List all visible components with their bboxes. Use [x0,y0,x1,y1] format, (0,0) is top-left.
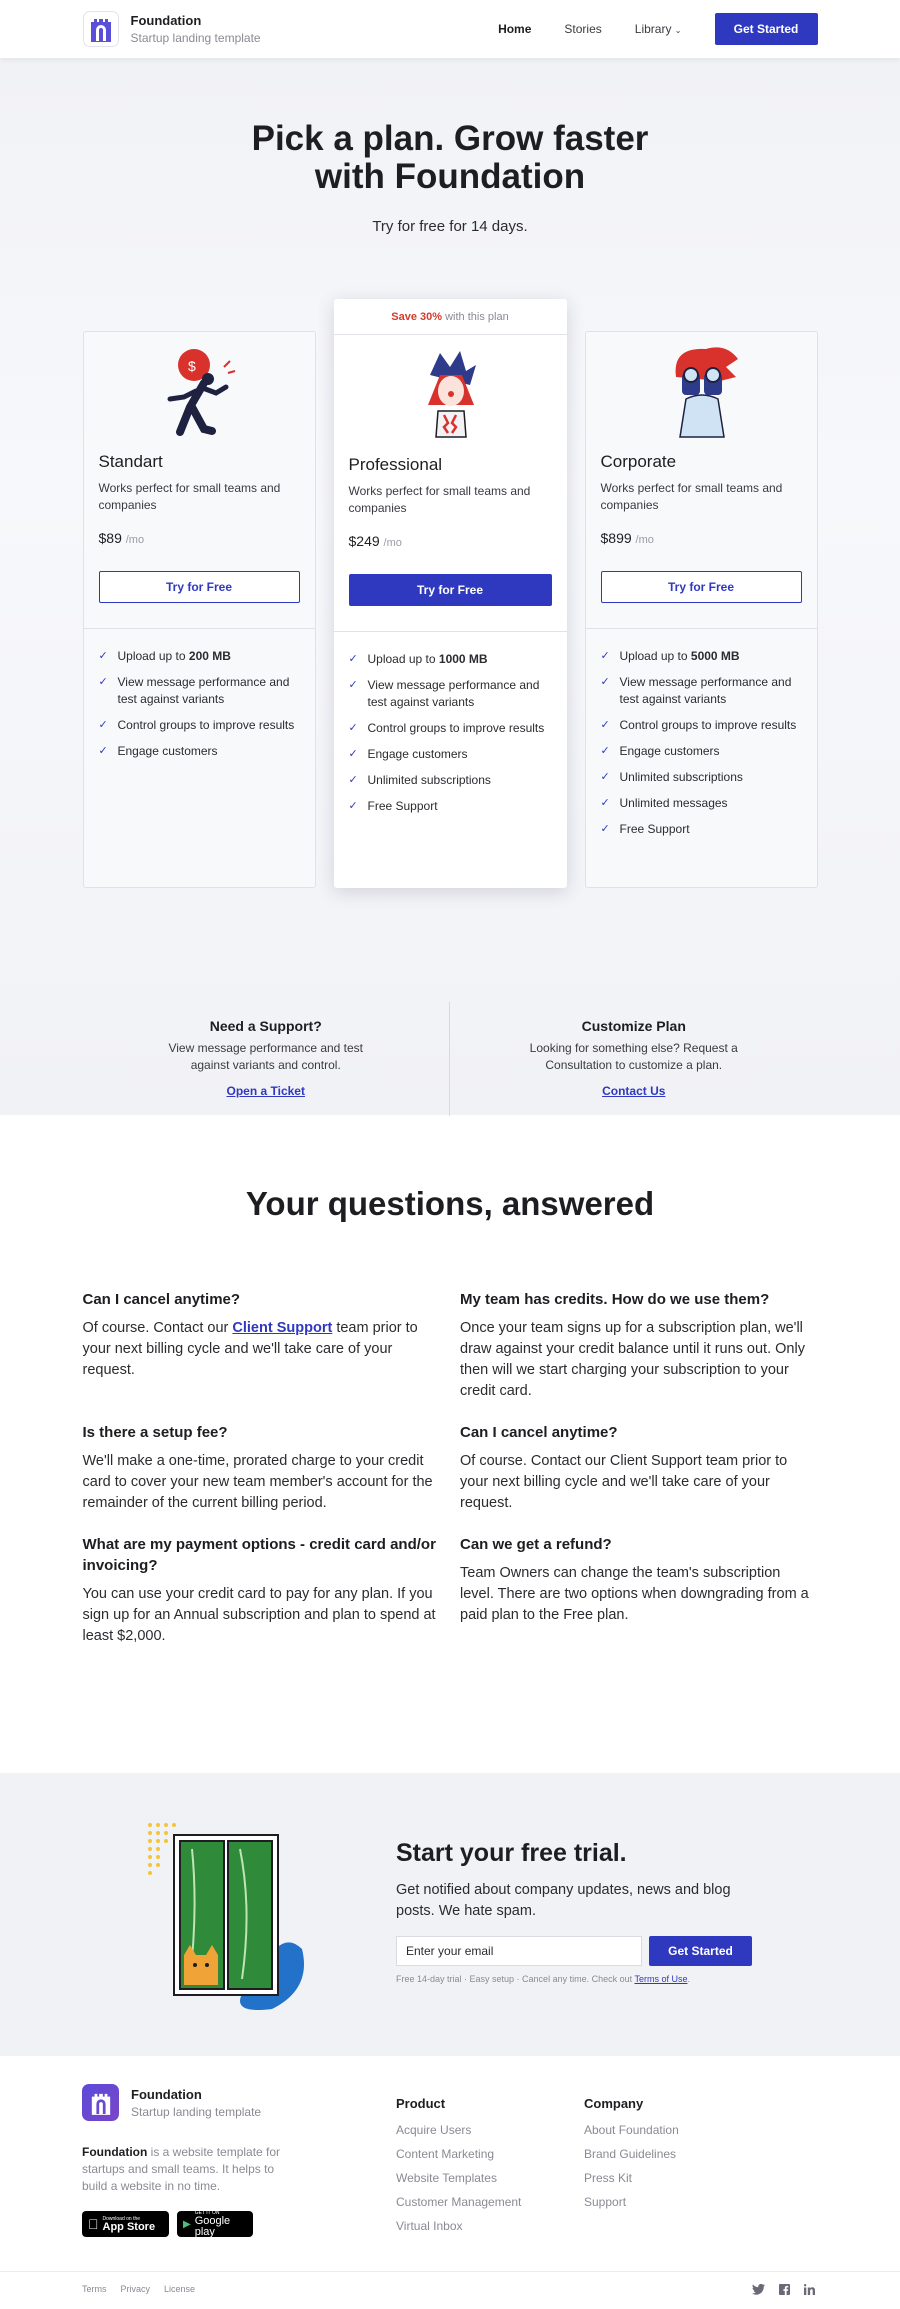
price-period: /mo [125,534,145,546]
try-free-button[interactable]: Try for Free [99,571,300,603]
save-text: with this plan [442,311,509,323]
site-footer [0,2056,900,2309]
customize-text: Looking for something else? Request a Consultation to customize a plan. [529,1041,738,1072]
plan-description: Works perfect for small teams and companies [98,481,281,512]
feature-item [601,743,802,760]
footer-divider [0,2271,900,2272]
footer-link[interactable]: Brand Guidelines [584,2147,677,2161]
faq-answer: Team Owners can change the team's subscription level. There are two options when downgrading from a paid plan to the Free plan. [460,1565,809,1623]
feature-text: Upload up to 5000 MB [619,649,740,663]
binoculars-illustration [601,332,802,452]
feature-text: Free Support [367,799,438,813]
feature-item [349,746,552,763]
open-ticket-link[interactable]: Open a Ticket [226,1084,305,1098]
fine-text-end: . [687,1974,690,1984]
customize-title: Customize Plan [581,1018,686,1034]
gplay-small: GET IT ON [194,2210,220,2216]
feature-text: View message performance and test against variants [117,675,290,706]
try-free-button[interactable]: Try for Free [601,571,802,603]
price-value: $249 [348,533,380,549]
fine-text: Free 14-day trial · Easy setup · Cancel any time. Check out [396,1974,635,1984]
try-free-button[interactable]: Try for Free [349,574,552,606]
feature-item [349,651,552,668]
feature-text: Unlimited subscriptions [367,773,491,787]
check-icon: ✓ [348,653,358,665]
trial-get-started-button[interactable]: Get Started [649,1936,752,1966]
check-icon: ✓ [98,719,108,731]
faq-question: Is there a setup fee? [82,1424,228,1441]
feature-text: View message performance and test against variants [619,675,792,706]
terms-footer-link[interactable]: Terms [82,2284,107,2294]
footer-brand-name: Foundation [131,2086,202,2102]
footer-desc-bold: Foundation [82,2145,148,2159]
terms-link[interactable]: Terms of Use [634,1974,688,1984]
trial-text: Get notified about company updates, news and blog posts. We hate spam. [396,1882,731,1919]
footer-col-title: Product [396,2096,446,2111]
logo-icon[interactable] [83,11,119,47]
feature-text: Control groups to improve results [367,721,545,735]
support-ticket [83,1002,451,1116]
site-header [0,0,900,58]
customize-plan [450,1002,818,1116]
plans [83,299,818,899]
footer-desc-text: is a website template for startups and small teams. It helps to build a website in no time. [82,2145,281,2193]
faq-answer: We'll make a one-time, prorated charge to your credit card to cover your new team member's account for the remainder of the current billing period. [82,1453,433,1511]
support-text: View message performance and test against variants and control. [168,1041,364,1072]
plan-card-standart [83,331,316,888]
faq-item [83,1534,441,1647]
app-store-badges [82,2211,253,2237]
logo-icon [82,2084,119,2121]
price-value: $89 [98,530,122,546]
faq-answer: Of course. Contact our Client Support team prior to your next billing cycle and we'll take care of your request. [460,1453,788,1511]
feature-item [601,821,802,838]
feature-item [349,720,552,737]
support-block [0,1002,900,1116]
signup-form [396,1936,752,1966]
footer-link[interactable]: Website Templates [396,2171,497,2185]
feature-text: Engage customers [619,744,720,758]
plan-name: Corporate [600,452,677,471]
nav-library-label: Library [634,22,672,36]
feature-item [601,769,802,786]
feature-text: Engage customers [117,744,218,758]
nav-stories[interactable]: Stories [564,22,602,36]
license-link[interactable]: License [164,2284,196,2294]
page-title [220,120,680,196]
faq-item [460,1422,818,1514]
trial-section [0,1773,900,2056]
price-period: /mo [383,537,402,549]
privacy-link[interactable]: Privacy [120,2284,151,2294]
save-percent: Save 30% [391,311,443,323]
feature-item [99,648,300,665]
faq-item [83,1422,441,1514]
check-icon: ✓ [600,676,610,688]
footer-link[interactable]: Virtual Inbox [396,2219,463,2233]
gplay-big: Google play [194,2215,231,2238]
twitter-icon[interactable] [752,2282,765,2300]
faq-answer [83,1318,441,1381]
footer-link[interactable]: Press Kit [584,2171,633,2185]
linkedin-icon[interactable] [804,2282,815,2300]
google-play-button[interactable] [177,2211,253,2237]
svg-text:$: $ [188,358,196,374]
faq-grid [83,1289,818,1667]
feature-item [99,674,300,708]
plan-name: Standart [98,452,163,471]
footer-link[interactable]: Content Marketing [396,2147,495,2161]
price-period: /mo [635,534,654,546]
brand-name: Foundation [130,13,202,28]
nav-library[interactable] [635,22,682,36]
faq-answer: Once your team signs up for a subscription plan, we'll draw against your credit balance until it runs out. Only then will we start charging your subscription to your credit card. [460,1320,805,1399]
price-value: $899 [600,530,632,546]
check-icon: ✓ [600,719,610,731]
feature-item [99,743,300,760]
feature-item [349,798,552,815]
play-icon: ▶ [183,2218,191,2230]
footer-col-title: Company [584,2096,644,2111]
faq-question: Can I cancel anytime? [82,1291,241,1308]
faq-question: Can we get a refund? [460,1536,612,1553]
email-input[interactable]: Enter your email [396,1936,642,1966]
save-banner [334,299,567,335]
footer-link[interactable]: Support [584,2195,627,2209]
feature-item [349,772,552,789]
feature-item [99,717,300,734]
footer-link[interactable]: Customer Management [396,2195,522,2209]
check-icon: ✓ [600,797,610,809]
feature-text: Upload up to 200 MB [117,649,231,663]
plan-card-professional [334,299,567,888]
check-icon: ✓ [348,774,358,786]
faq-question: Can I cancel anytime? [460,1424,618,1441]
feature-list [334,632,567,815]
burglar-illustration [99,332,300,452]
clown-illustration [349,335,552,455]
page-title-text: Pick a plan. Grow faster with Foundation [251,119,649,196]
feature-list [84,629,315,760]
feature-item [601,648,802,665]
check-icon: ✓ [600,745,610,757]
footer-brand-tagline: Startup landing template [131,2104,262,2119]
footer-link[interactable]: Acquire Users [396,2123,472,2137]
footer-link[interactable]: About Foundation [584,2123,679,2137]
feature-item [601,674,802,708]
feature-list [586,629,817,838]
faq-question: What are my payment options - credit card and/or invoicing? [82,1536,436,1574]
trial-content [396,1839,752,1984]
support-title: Need a Support? [209,1018,322,1034]
check-icon: ✓ [98,650,108,662]
plan-price [99,530,300,546]
client-support-link[interactable]: Client Support [232,1320,333,1336]
check-icon: ✓ [600,650,610,662]
feature-text: Unlimited messages [619,796,728,810]
plan-card-corporate [585,331,818,888]
page-subtitle: Try for free for 14 days. [372,218,528,235]
footer-col-product [396,2096,521,2243]
check-icon: ✓ [600,823,610,835]
brand-tagline: Startup landing template [130,31,261,45]
feature-text: Upload up to 1000 MB [367,652,488,666]
feature-text: Engage customers [367,747,468,761]
footer-brand-text [131,2087,261,2119]
plan-price [601,530,802,546]
trial-title: Start your free trial. [396,1839,627,1867]
main-nav [498,13,817,45]
check-icon: ✓ [348,679,358,691]
faq-question: My team has credits. How do we use them? [460,1291,770,1308]
legal-links [82,2284,195,2294]
feature-text: Unlimited subscriptions [619,770,743,784]
feature-item [601,717,802,734]
apple-icon [88,2216,99,2232]
feature-item [601,795,802,812]
plan-description: Works perfect for small teams and companies [348,484,531,515]
feature-text: Free Support [619,822,690,836]
footer-description [82,2144,302,2195]
faq-item [460,1289,818,1402]
window-cat-illustration [142,1819,322,2019]
check-icon: ✓ [600,771,610,783]
faq-title: Your questions, answered [245,1185,655,1222]
social-links [752,2282,815,2300]
feature-item [349,677,552,711]
plan-name: Professional [348,455,443,474]
faq-item [83,1289,441,1402]
feature-text: View message performance and test against variants [367,678,540,709]
trial-fine-print [396,1974,752,1984]
faq-section [0,1115,900,1773]
check-icon: ✓ [348,748,358,760]
faq-answer: You can use your credit card to pay for any plan. If you sign up for an Annual subscription and plan to spend at least $2,000. [82,1586,436,1644]
facebook-icon[interactable] [779,2282,790,2300]
plan-price [349,533,552,549]
get-started-button[interactable]: Get Started [715,13,818,45]
check-icon: ✓ [348,722,358,734]
contact-us-link[interactable]: Contact Us [602,1084,666,1098]
chevron-down-icon: ⌄ [674,26,682,35]
check-icon: ✓ [98,676,108,688]
faq-item [460,1534,818,1647]
plan-description: Works perfect for small teams and companies [600,481,783,512]
footer-brand[interactable] [82,2084,261,2121]
appstore-small: Download on the [92,2215,130,2222]
answer-text: team prior to your next billing cycle and we'll take care of your request. [82,1320,418,1378]
footer-col-company [584,2096,679,2219]
pricing-section [0,58,900,1115]
app-store-button[interactable] [82,2211,169,2237]
nav-home[interactable]: Home [498,22,532,36]
answer-text: Of course. Contact our [82,1320,233,1336]
feature-text: Control groups to improve results [619,718,797,732]
feature-text: Control groups to improve results [117,718,295,732]
brand[interactable] [131,13,261,45]
appstore-big: App Store [92,2220,145,2233]
check-icon: ✓ [98,745,108,757]
check-icon: ✓ [348,800,358,812]
